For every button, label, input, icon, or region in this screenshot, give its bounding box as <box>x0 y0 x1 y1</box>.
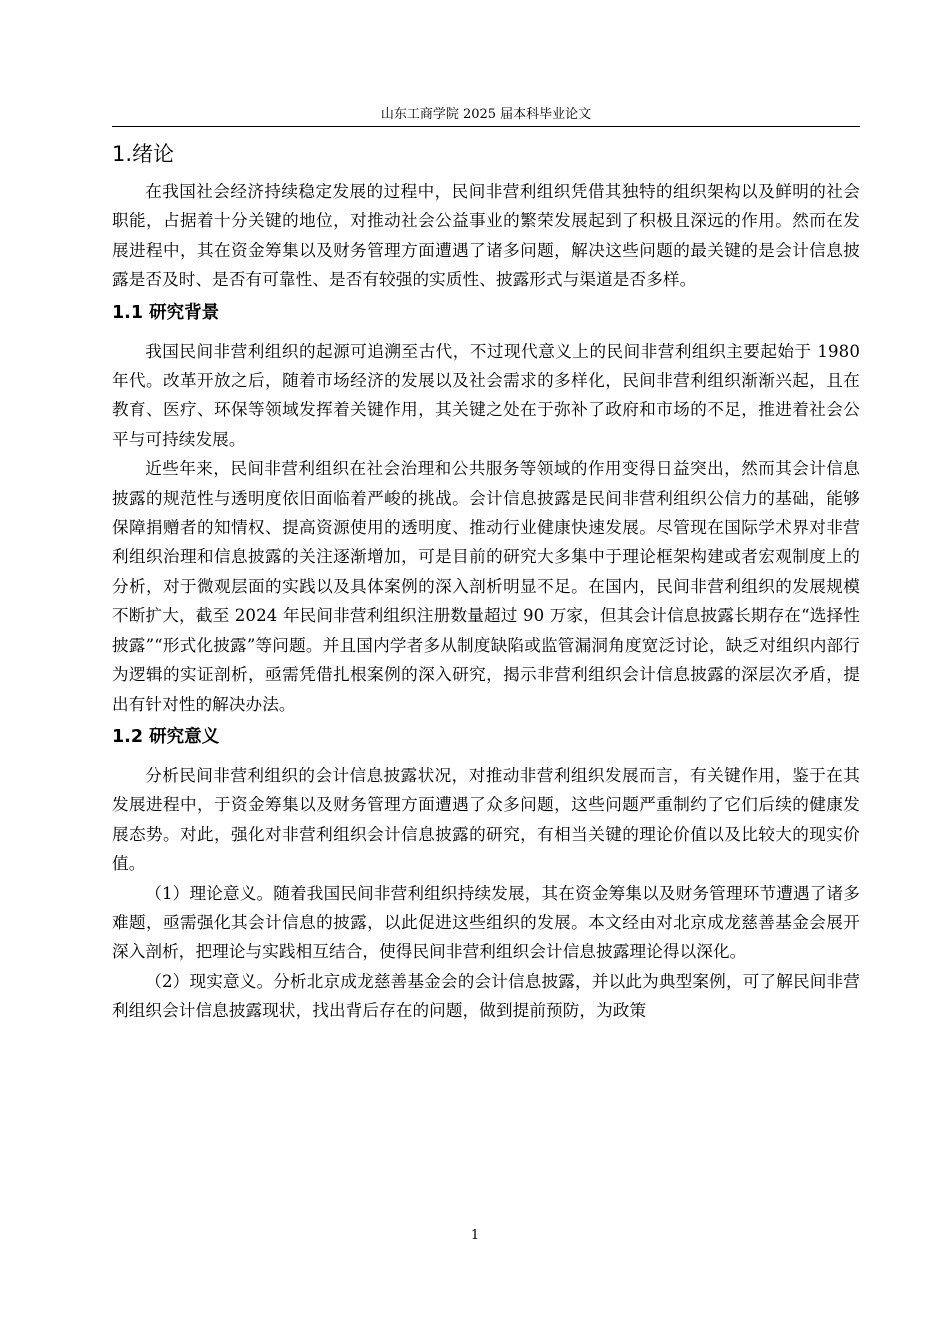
page-content <box>112 139 860 1026</box>
section-title-significance: 1.2 研究意义 <box>112 726 220 747</box>
running-header: 山东工商学院 2025 届本科毕业论文 <box>380 107 592 122</box>
significance-paragraph-1: 分析民间非营利组织的会计信息披露状况，对推动非营利组织发展而言，有关键作用，鉴于在其发展进程中，于资金筹集以及财务管理方面遭遇了众多问题，这些问题严重制约了它们后续的健康发展态势。对此，强化对非营利组织会计信息披露的研究，有相当关键的理论价值以及比较大的现实价值。 <box>112 765 860 874</box>
section-title-background: 1.1 研究背景 <box>112 302 220 323</box>
header-rule <box>112 126 860 127</box>
background-paragraph-2: 近些年来，民间非营利组织在社会治理和公共服务等领域的作用变得日益突出，然而其会计信息披露的规范性与透明度依旧面临着严峻的挑战。会计信息披露是民间非营利组织公信力的基础，能够保障捐赠者的知情权、提高资源使用的透明度、推动行业健康快速发展。尽管现在国际学术界对非营利组织治理和信息披露的关注逐渐增加，可是目前的研究大多集中于理论框架构建或者宏观制度上的分析，对于微观层面的实践以及具体案例的深入剖析明显不足。在国内，民间非营利组织的发展规模不断扩大，截至 2024 年民间非营利组织注册数量超过 90 万家，但其会计信息披露长期存在“选择性披露”“形式化披露”等问题。并且国内学者多从制度缺陷或监管漏洞角度宽泛讨论，缺乏对组织内部行为逻辑的实证剖析，亟需凭借扎根案例的深入研究，揭示非营利组织会计信息披露的深层次矛盾，提出有针对性的解决办法。 <box>112 459 860 714</box>
background-paragraph-1: 我国民间非营利组织的起源可追溯至古代，不过现代意义上的民间非营利组织主要起始于 1980 年代。改革开放之后，随着市场经济的发展以及社会需求的多样化，民间非营利组织渐渐兴起，且在教育、医疗、环保等领域发挥着关键作用，其关键之处在于弥补了政府和市场的不足，推进着社会公平与可持续发展。 <box>112 341 860 449</box>
theoretical-significance-paragraph: （1）理论意义。随着我国民间非营利组织持续发展，其在资金筹集以及财务管理环节遭遇了诸多难题，亟需强化其会计信息的披露，以此促进这些组织的发展。本文经由对北京成龙慈善基金会展开深入剖析，把理论与实践相互结合，使得民间非营利组织会计信息披露理论得以深化。 <box>112 883 860 962</box>
page-number: 1 <box>470 1228 480 1243</box>
intro-paragraph: 在我国社会经济持续稳定发展的过程中，民间非营利组织凭借其独特的组织架构以及鲜明的社会职能，占据着十分关键的地位，对推动社会公益事业的繁荣发展起到了积极且深远的作用。然而在发展进程中，其在资金筹集以及财务管理方面遭遇了诸多问题，解决这些问题的最关键的是会计信息披露是否及时、是否有可靠性、是否有较强的实质性、披露形式与渠道是否多样。 <box>112 182 860 290</box>
practical-significance-paragraph: （2）现实意义。分析北京成龙慈善基金会的会计信息披露，并以此为典型案例，可了解民间非营利组织会计信息披露现状，找出背后存在的问题，做到提前预防，为政策 <box>112 971 860 1021</box>
chapter-title: 1.绪论 <box>112 142 175 166</box>
